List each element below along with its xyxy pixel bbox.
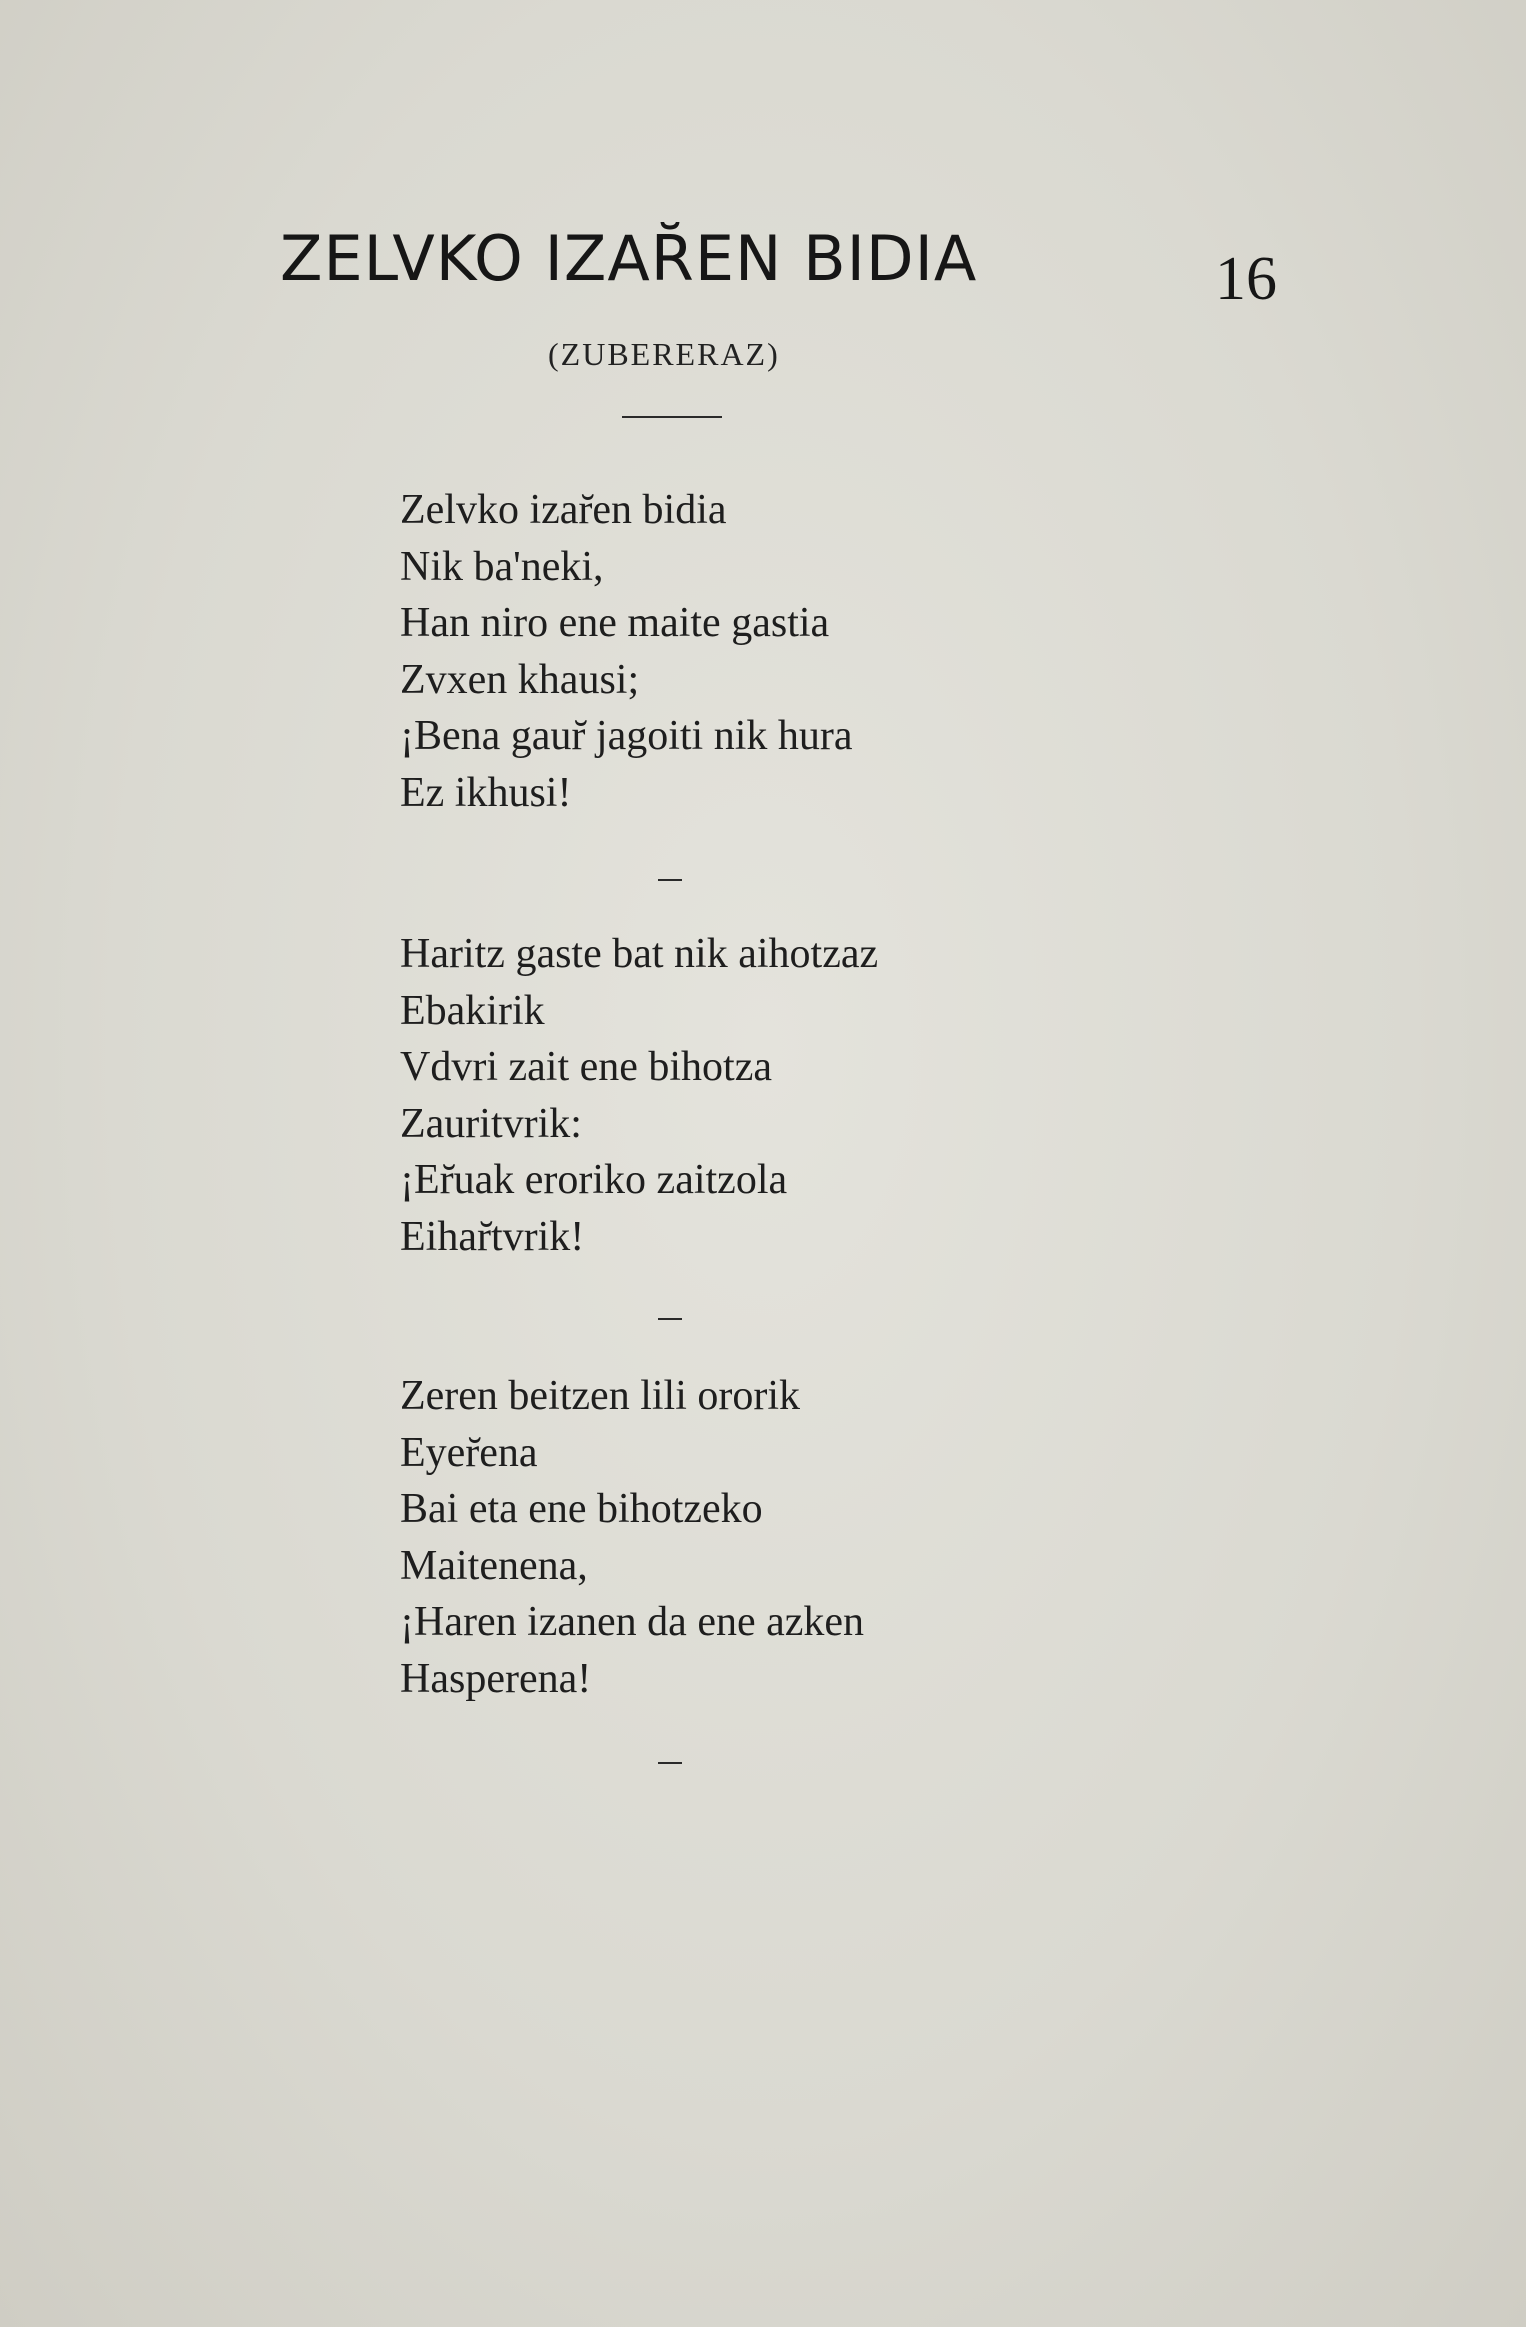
verse-line: Eihar̆tvrik! bbox=[400, 1213, 585, 1260]
verse-line: Zauritvrik: bbox=[400, 1100, 582, 1147]
verse-line: ¡Bena gaur̆ jagoiti nik hura bbox=[400, 713, 853, 759]
verse-line: Ebakirik bbox=[400, 987, 545, 1034]
stanza-separator bbox=[658, 1318, 682, 1320]
stanza-3 bbox=[400, 1368, 864, 1707]
verse-line: Hasperena! bbox=[400, 1655, 592, 1702]
verse-line: Eyer̆ena bbox=[400, 1429, 538, 1476]
verse-line: Zvxen khausi; bbox=[400, 656, 640, 703]
verse-line: Nik ba'neki, bbox=[400, 543, 604, 590]
poem-subtitle: (ZUBERERAZ) bbox=[548, 336, 780, 372]
page-number: 16 bbox=[1215, 245, 1277, 313]
verse-line: Zeren beitzen lili ororik bbox=[400, 1373, 801, 1419]
stanza-separator bbox=[658, 879, 682, 881]
stanza-separator bbox=[658, 1762, 682, 1764]
verse-line: Maitenena, bbox=[400, 1542, 588, 1589]
verse-line: ¡Er̆uak eroriko zaitzola bbox=[400, 1157, 788, 1203]
stanza-2 bbox=[400, 926, 878, 1265]
verse-line: Zelvko izar̆en bidia bbox=[400, 487, 727, 533]
poem-title: ZELVKO IZAR̆EN BIDIA bbox=[280, 222, 978, 295]
verse-line: Han niro ene maite gastia bbox=[400, 600, 830, 646]
verse-line: Haritz gaste bat nik aihotzaz bbox=[400, 931, 879, 977]
title-divider bbox=[622, 416, 722, 418]
stanza-1 bbox=[400, 482, 853, 821]
verse-line: Vdvri zait ene bihotza bbox=[400, 1044, 773, 1090]
verse-line: Bai eta ene bihotzeko bbox=[400, 1486, 763, 1532]
verse-line: Ez ikhusi! bbox=[400, 769, 572, 816]
verse-line: ¡Haren izanen da ene azken bbox=[400, 1599, 865, 1645]
